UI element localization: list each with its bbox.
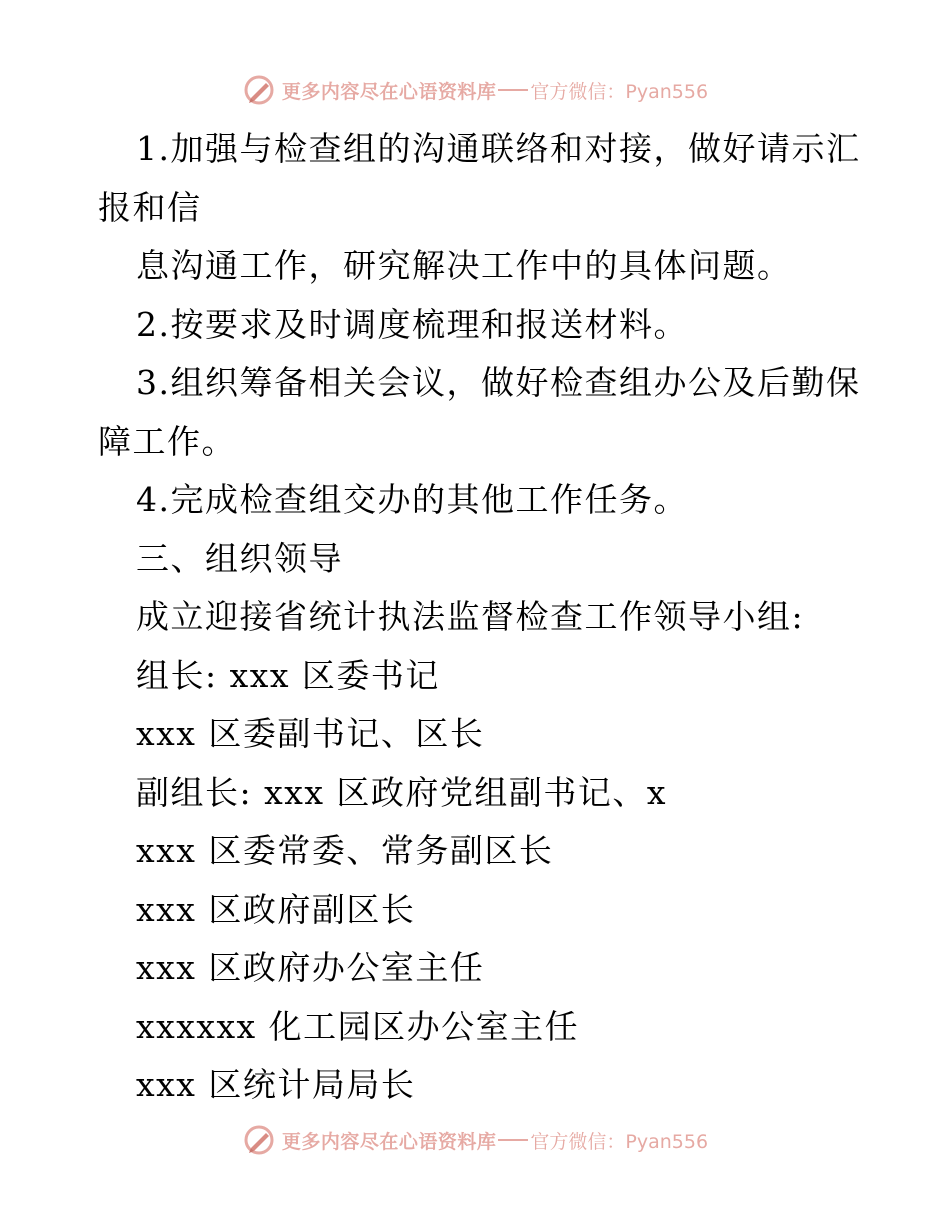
document-body <box>98 120 861 1115</box>
text-line: 息沟通工作，研究解决工作中的具体问题。 <box>136 246 792 285</box>
section-heading: 三、组织领导 <box>136 538 343 578</box>
member-line: xxx 区委常委、常务副区长 <box>136 831 554 870</box>
footer-watermark <box>0 1120 950 1160</box>
watermark-dash <box>498 89 528 91</box>
header-watermark <box>0 70 950 110</box>
text-line: 4.完成检查组交办的其他工作任务。 <box>136 480 688 519</box>
member-line: 组长: xxx 区委书记 <box>136 655 440 695</box>
member-line: xxx 区政府办公室主任 <box>136 948 485 987</box>
pen-logo-icon <box>242 1123 276 1157</box>
watermark-brand: 更多内容尽在心语资料库 <box>281 80 497 103</box>
pen-logo-icon <box>242 73 276 107</box>
watermark-brand: 更多内容尽在心语资料库 <box>281 1130 497 1153</box>
text-line: 1.加强与检查组的沟通联络和对接，做好请示汇 <box>136 129 861 168</box>
member-line: xxx 区委副书记、区长 <box>136 714 485 753</box>
text-line: 3.组织筹备相关会议，做好检查组办公及后勤保 <box>136 363 861 402</box>
text-line: 报和信 <box>98 187 202 227</box>
member-line: xxx 区政府副区长 <box>136 889 416 929</box>
text-line: 成立迎接省统计执法监督检查工作领导小组: <box>136 597 805 636</box>
member-line: xxxxxx 化工园区办公室主任 <box>136 1006 580 1046</box>
watermark-contact: 官方微信：Pyan556 <box>530 1130 709 1153</box>
member-line: xxx 区统计局局长 <box>136 1065 416 1104</box>
text-line: 2.按要求及时调度梳理和报送材料。 <box>136 304 688 344</box>
member-line: 副组长: xxx 区政府党组副书记、x <box>136 772 668 812</box>
text-line: 障工作。 <box>98 421 236 461</box>
watermark-dash <box>498 1139 528 1141</box>
watermark-contact: 官方微信：Pyan556 <box>530 80 709 103</box>
